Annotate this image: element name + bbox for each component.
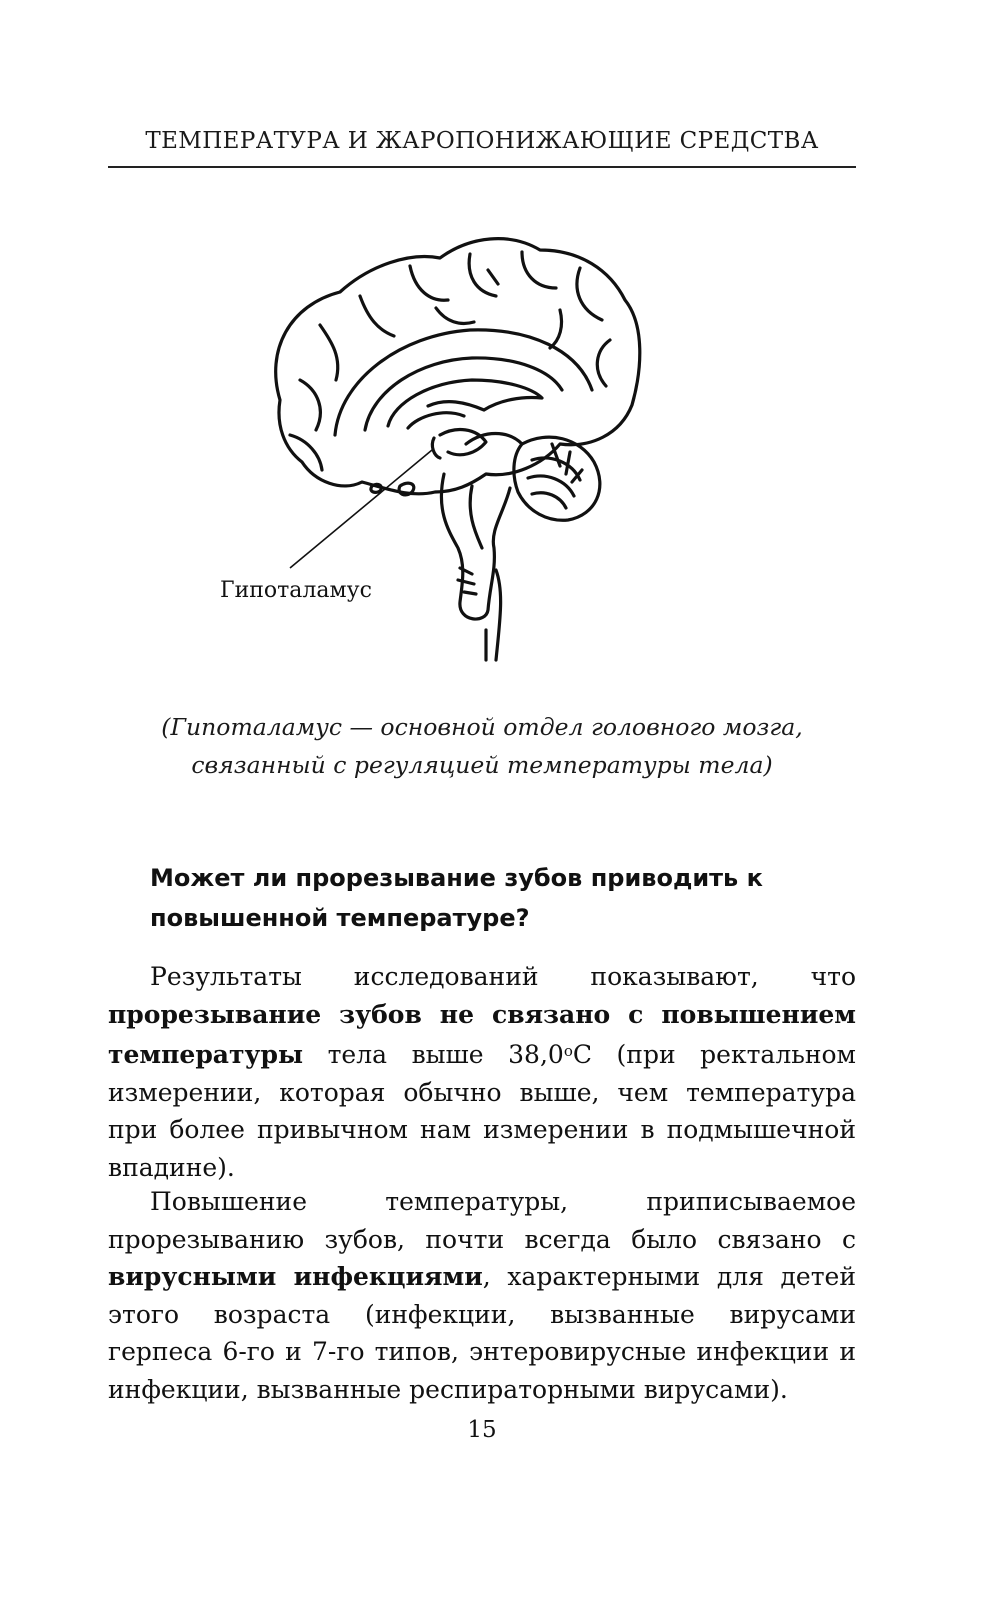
paragraph-1 — [108, 958, 856, 1187]
brain-sagittal-drawing — [260, 230, 700, 680]
hypothalamus-pointer-line — [290, 450, 432, 568]
paragraph-1-bold: прорезывание зубов не связано с повышением температуры — [108, 999, 856, 1070]
paragraph-2-bold: вирусными инфекциями — [108, 1262, 483, 1292]
paragraph-2-text-a: Повышение температуры, приписываемое прорезыванию зубов, почти всегда было связано с — [108, 1187, 856, 1254]
paragraph-2-text-b: , характерными для детей этого возраста (инфекции, вызванные вирусами герпеса 6-го и 7-го типов, энтеровирусные инфекции и инфекции, вызванные респираторными вирусами). — [108, 1262, 856, 1404]
figure-caption — [108, 708, 856, 784]
brain-illustration — [260, 230, 700, 680]
caption-line-2: связанный с регуляцией температуры тела) — [191, 751, 773, 779]
hypothalamus-label: Гипоталамус — [220, 578, 372, 603]
page-number: 15 — [467, 1417, 497, 1443]
caption-line-1: (Гипоталамус — основной отдел головного мозга, — [161, 713, 803, 741]
paragraph-2 — [108, 1183, 856, 1409]
running-head: ТЕМПЕРАТУРА И ЖАРОПОНИЖАЮЩИЕ СРЕДСТВА — [145, 128, 819, 154]
degree-sign: о — [563, 1042, 573, 1061]
section-question-heading: Может ли прорезывание зубов приводить к повышенной температуре? — [150, 864, 763, 932]
header-rule — [108, 166, 856, 168]
paragraph-1-text-b: тела выше 38,0 — [303, 1040, 564, 1070]
paragraph-1-text-a: Результаты исследований показывают, что — [150, 962, 856, 991]
paragraph-1-text-c: С (при ректальном измерении, которая обычно выше, чем температура при более привычном нам измерении в подмышечной впадине). — [108, 1040, 856, 1182]
